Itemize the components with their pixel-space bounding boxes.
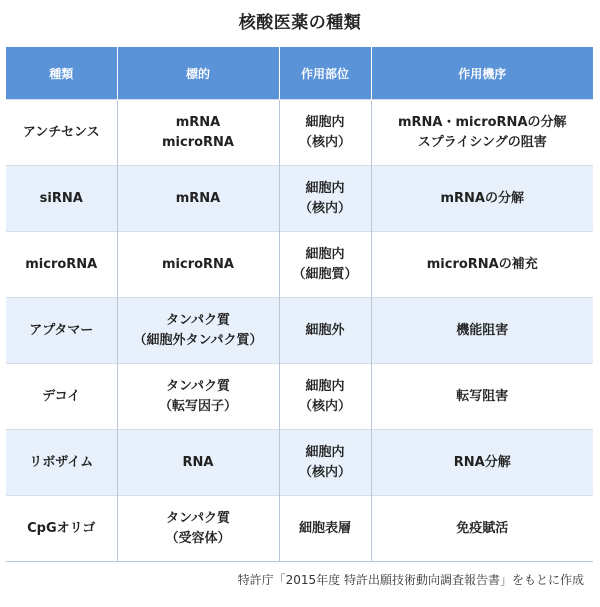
cell-site-line: （細胞質） <box>292 266 358 282</box>
cell-site <box>279 430 371 496</box>
cell-site-line: （核内） <box>298 464 351 480</box>
cell-type: microRNA <box>6 232 117 298</box>
cell-target <box>117 232 279 298</box>
header-site: 作用部位 <box>279 47 371 100</box>
cell-type: CpGオリゴ <box>6 496 117 562</box>
cell-site-line: 細胞内 <box>305 246 345 262</box>
cell-mechanism <box>371 496 593 562</box>
cell-mechanism <box>371 100 593 166</box>
cell-mechanism-line: 機能阻害 <box>456 322 509 338</box>
cell-site-line: 細胞内 <box>305 114 345 130</box>
cell-type: siRNA <box>6 166 117 232</box>
cell-mechanism <box>371 232 593 298</box>
cell-target-line: （細胞外タンパク質） <box>133 332 263 348</box>
cell-target-line: mRNA <box>175 190 221 206</box>
header-mechanism: 作用機序 <box>371 47 593 100</box>
cell-target <box>117 496 279 562</box>
cell-mechanism <box>371 298 593 364</box>
cell-mechanism-line: 免疫賦活 <box>456 520 509 536</box>
cell-target <box>117 100 279 166</box>
cell-target <box>117 298 279 364</box>
nucleic-acid-drug-table <box>6 47 593 562</box>
cell-site-line: 細胞表層 <box>298 520 351 536</box>
cell-type: リボザイム <box>6 430 117 496</box>
cell-mechanism-line: mRNAの分解 <box>440 190 524 206</box>
cell-target <box>117 430 279 496</box>
table-row <box>6 166 593 232</box>
table-row <box>6 298 593 364</box>
cell-target-line: タンパク質 <box>165 378 231 394</box>
cell-target-line: （受容体） <box>165 530 231 546</box>
header-target: 標的 <box>117 47 279 100</box>
cell-site <box>279 298 371 364</box>
cell-site-line: 細胞内 <box>305 444 345 460</box>
cell-site <box>279 166 371 232</box>
table-row <box>6 232 593 298</box>
cell-mechanism-line: RNA分解 <box>453 454 511 470</box>
cell-target-line: （転写因子） <box>158 398 237 414</box>
cell-target-line: タンパク質 <box>165 510 231 526</box>
table-row <box>6 430 593 496</box>
cell-mechanism <box>371 364 593 430</box>
cell-target-line: microRNA <box>161 256 234 272</box>
table-body <box>6 100 593 562</box>
cell-site <box>279 496 371 562</box>
table-header-row <box>6 47 593 100</box>
source-note: 特許庁「2015年度 特許出願技術動向調査報告書」をもとに作成 <box>237 573 584 587</box>
page-title: 核酸医薬の種類 <box>238 13 362 33</box>
cell-site <box>279 232 371 298</box>
cell-mechanism <box>371 430 593 496</box>
cell-target <box>117 166 279 232</box>
cell-site-line: （核内） <box>298 398 351 414</box>
cell-site <box>279 100 371 166</box>
cell-type: デコイ <box>6 364 117 430</box>
cell-site-line: （核内） <box>298 134 351 150</box>
cell-target-line: タンパク質 <box>165 312 231 328</box>
table-row <box>6 100 593 166</box>
table-row <box>6 496 593 562</box>
cell-target <box>117 364 279 430</box>
cell-mechanism-line: 転写阻害 <box>456 388 509 404</box>
cell-mechanism-line: スプライシングの阻害 <box>417 134 547 150</box>
cell-mechanism-line: microRNAの補充 <box>426 256 538 272</box>
cell-type: アンチセンス <box>6 100 117 166</box>
cell-site-line: 細胞内 <box>305 180 345 196</box>
cell-site-line: 細胞外 <box>305 322 345 338</box>
header-type: 種類 <box>6 47 117 100</box>
cell-site-line: 細胞内 <box>305 378 345 394</box>
cell-mechanism-line: mRNA・microRNAの分解 <box>398 114 567 130</box>
cell-site <box>279 364 371 430</box>
cell-target-line: mRNA <box>175 114 221 130</box>
cell-target-line: RNA <box>182 454 214 470</box>
cell-site-line: （核内） <box>298 200 351 216</box>
cell-type: アプタマー <box>6 298 117 364</box>
table-row <box>6 364 593 430</box>
cell-mechanism <box>371 166 593 232</box>
cell-target-line: microRNA <box>161 134 234 150</box>
